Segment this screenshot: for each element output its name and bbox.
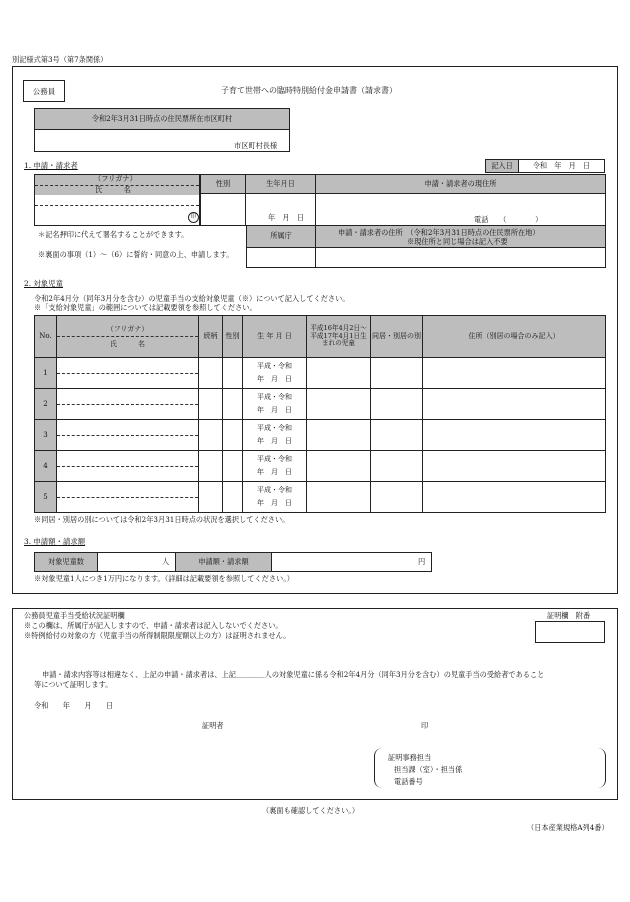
child-dob-field[interactable] <box>243 358 307 389</box>
office-header: 所属庁 <box>246 226 316 248</box>
col-name-label: 氏 名 <box>110 340 145 348</box>
table-row <box>35 389 606 420</box>
col-gender: 性別 <box>223 316 243 358</box>
address-header: 申請・請求者の現住所 <box>316 174 606 194</box>
signature-note: ＊記名押印に代えて署名することができます。 <box>38 230 189 239</box>
era-label: 平成・令和 <box>257 361 292 370</box>
child-count-unit: 人 <box>162 557 170 566</box>
contact-phone: 電話番号 <box>394 777 423 786</box>
entry-date-label: 記入日 <box>485 159 519 173</box>
child-dob-field[interactable] <box>243 420 307 451</box>
form-id: 別記様式第3号（第7条関係） <box>12 55 108 64</box>
col-furigana: （フリガナ） <box>106 324 149 333</box>
entry-date-field[interactable]: 令和 年 月 日 <box>519 159 605 173</box>
current-address-field[interactable] <box>316 194 606 226</box>
dob-header: 生年月日 <box>246 174 316 194</box>
child-living-field[interactable] <box>371 358 423 389</box>
col-name <box>57 316 199 358</box>
consent-note: ※裏面の事項（1）～（6）に誓約・同意の上、申請します。 <box>38 250 234 259</box>
child-relation-field[interactable] <box>199 358 223 389</box>
child-name-field[interactable] <box>57 482 199 513</box>
era-label: 平成・令和 <box>257 454 292 463</box>
gender-header: 性別 <box>200 174 246 194</box>
child-gender-field[interactable] <box>223 482 243 513</box>
dob-ymd: 年 月 日 <box>257 406 292 414</box>
row-number: 2 <box>35 389 57 420</box>
applicant-furigana-label: （フリガナ） <box>94 174 137 183</box>
col-dob: 生 年 月 日 <box>243 316 307 358</box>
certification-body: 申請・請求内容等は相違なく、上記の申請・請求者は、上記＿＿＿＿人の対象児童に係る令和2年4月分（同年3月分を含む）の児童手当の受給者であること <box>42 670 545 679</box>
civil-servant-badge: 公務員 <box>23 80 65 102</box>
form-title: 子育て世帯への臨時特別給付金申請書（請求書） <box>221 86 397 95</box>
child-dob-field[interactable] <box>243 389 307 420</box>
table-row <box>35 482 606 513</box>
certification-note2: ※特例給付の対象の方（児童手当の所得制限限度額以上の方）は証明されません。 <box>24 631 291 640</box>
child-dob-field[interactable] <box>243 451 307 482</box>
child-gender-field[interactable] <box>223 389 243 420</box>
seal-icon: 印 <box>188 212 199 223</box>
paper-size-note: （日本産業規格A列4番） <box>527 823 609 832</box>
child-born-field[interactable] <box>307 482 371 513</box>
col-relation: 続柄 <box>199 316 223 358</box>
child-living-field[interactable] <box>371 420 423 451</box>
back-side-note: （裏面も確認してください。） <box>262 806 360 815</box>
certification-date: 令和 年 月 日 <box>34 701 114 710</box>
applicant-name-label: 氏 名 <box>95 185 131 194</box>
dob-ymd: 年 月 日 <box>257 375 292 383</box>
amount-label: 申請額・請求額 <box>176 552 272 572</box>
child-relation-field[interactable] <box>199 482 223 513</box>
section3-heading: 3. 申請額・請求額 <box>24 537 86 546</box>
child-gender-field[interactable] <box>223 358 243 389</box>
row-number: 4 <box>35 451 57 482</box>
child-living-field[interactable] <box>371 451 423 482</box>
era-label: 平成・令和 <box>257 423 292 432</box>
dob-ymd: 年 月 日 <box>268 213 304 222</box>
children-table <box>34 315 606 513</box>
certifier-seal: 印 <box>421 721 429 730</box>
certificate-number-label: 証明欄 附番 <box>547 611 591 620</box>
child-relation-field[interactable] <box>199 451 223 482</box>
row-number: 5 <box>35 482 57 513</box>
row-number: 1 <box>35 358 57 389</box>
name-divider <box>35 205 199 206</box>
child-address-field[interactable] <box>423 482 606 513</box>
contact-office: 証明事務担当 <box>388 753 432 762</box>
table-row <box>35 420 606 451</box>
registered-address-note: 申請・請求者の住所 （令和2年3月31日時点の住民票所在地） <box>338 228 540 237</box>
registered-address-field[interactable] <box>316 248 606 268</box>
col-address: 住所（別居の場合のみ記入） <box>423 316 606 358</box>
table-row <box>35 451 606 482</box>
amount-unit: 円 <box>418 557 426 566</box>
amount-note: ※対象児童1人につき1万円になります。（詳細は記載要領を参照してください。） <box>34 574 294 583</box>
certifier-label: 証明者 <box>202 721 224 730</box>
contact-section: 担当課（室）・担当係 <box>394 765 463 774</box>
child-born-field[interactable] <box>307 389 371 420</box>
section1-heading: 1. 申請・請求者 <box>24 161 78 170</box>
amount-field[interactable] <box>272 552 432 572</box>
era-label: 平成・令和 <box>257 485 292 494</box>
child-address-field[interactable] <box>423 358 606 389</box>
children-intro: 令和2年4月分（同年3月分を含む）の児童手当の支給対象児童（※）について記入してください。 <box>34 294 350 303</box>
children-intro-note: ※「支給対象児童」の範囲については記載要領を参照してください。 <box>34 303 257 312</box>
child-address-field[interactable] <box>423 389 606 420</box>
row-number: 3 <box>35 420 57 451</box>
dob-ymd: 年 月 日 <box>257 468 292 476</box>
child-born-field[interactable] <box>307 420 371 451</box>
gender-field[interactable] <box>200 194 246 226</box>
child-name-field[interactable] <box>57 389 199 420</box>
certification-title: 公務員児童手当受給状況証明欄 <box>24 611 125 620</box>
col-no: No. <box>35 316 57 358</box>
child-dob-field[interactable] <box>243 482 307 513</box>
addressee-municipality: 令和2年3月31日時点の住民票所在市区町村 <box>34 108 290 130</box>
child-born-field[interactable] <box>307 451 371 482</box>
child-name-field[interactable] <box>57 420 199 451</box>
child-living-field[interactable] <box>371 482 423 513</box>
col-living: 同居・別居の別 <box>371 316 423 358</box>
living-status-note: ※同居・別居の別については令和2年3月31日時点の状況を選択してください。 <box>34 515 290 524</box>
era-label: 平成・令和 <box>257 392 292 401</box>
certification-body2: 等について証明します。 <box>34 680 113 689</box>
office-field[interactable] <box>246 248 316 268</box>
child-born-field[interactable] <box>307 358 371 389</box>
table-row <box>35 358 606 389</box>
child-name-field[interactable] <box>57 451 199 482</box>
child-name-field[interactable] <box>57 358 199 389</box>
child-address-field[interactable] <box>423 420 606 451</box>
certification-note1: ※この欄は、所属庁が記入しますので、申請・請求者は記入しないでください。 <box>24 621 283 630</box>
child-gender-field[interactable] <box>223 420 243 451</box>
child-address-field[interactable] <box>423 451 606 482</box>
child-relation-field[interactable] <box>199 420 223 451</box>
col-born-range: 平成16年4月2日～平成17年4月1日生まれの児童 <box>307 316 371 358</box>
child-relation-field[interactable] <box>199 389 223 420</box>
dob-ymd: 年 月 日 <box>257 499 292 507</box>
certificate-number-field[interactable] <box>535 621 605 643</box>
addressee-mayor: 市区町村長様 <box>234 141 278 150</box>
phone-label: 電話 （ ） <box>474 215 543 224</box>
child-living-field[interactable] <box>371 389 423 420</box>
child-gender-field[interactable] <box>223 451 243 482</box>
section2-heading: 2. 対象児童 <box>24 279 63 288</box>
registered-address-note2: ※現住所と同じ場合は記入不要 <box>407 237 508 246</box>
child-count-label: 対象児童数 <box>34 552 98 572</box>
dob-ymd: 年 月 日 <box>257 437 292 445</box>
